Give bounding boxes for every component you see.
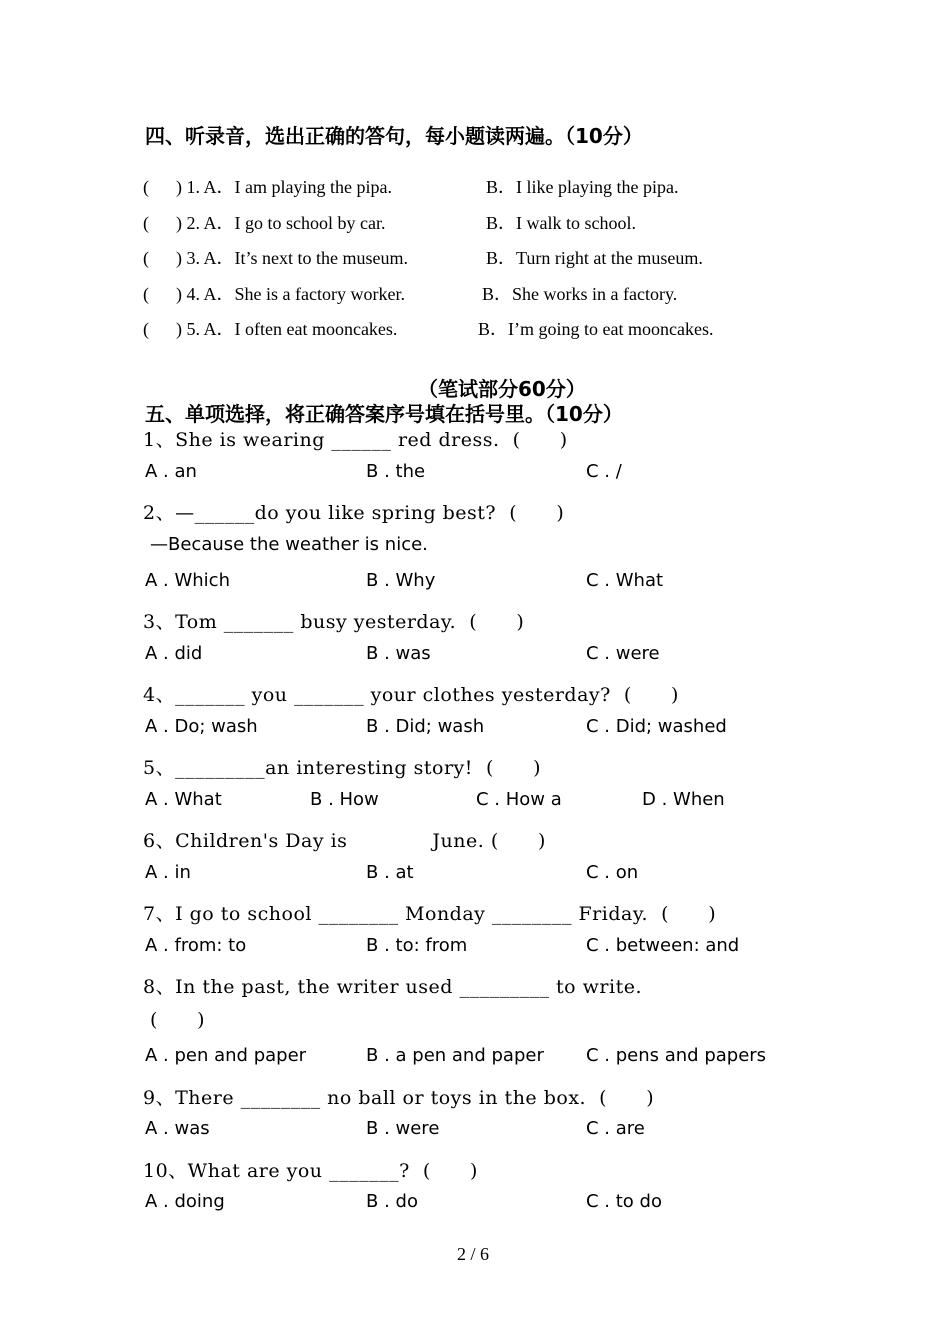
question-1-option-c: C . /	[586, 461, 622, 482]
question-1-stem: 1、She is wearing ______ red dress. ( )	[143, 429, 568, 451]
question-2-stem: 2、—______do you like spring best? ( )	[143, 502, 565, 524]
question-2-option-a: A . Which	[145, 570, 230, 591]
listening-item-1-b: B．I like playing the pipa.	[486, 177, 679, 197]
listening-item-2-b: B．I walk to school.	[486, 213, 636, 233]
question-5-stem: 5、_________an interesting story! ( )	[143, 757, 542, 779]
listening-item-1-a: ( ) 1. A．I am playing the pipa.	[143, 177, 392, 197]
question-6-option-a: A . in	[145, 862, 191, 883]
question-10-option-c: C . to do	[586, 1191, 662, 1212]
question-2-option-b: B . Why	[366, 570, 436, 591]
question-8-stem: 8、In the past, the writer used _________ to write.	[143, 976, 642, 998]
question-5-option-c: C . How a	[476, 789, 562, 810]
written-part-heading: （笔试部分60分）	[418, 377, 586, 401]
question-6-option-c: C . on	[586, 862, 639, 883]
question-5-option-d: D . When	[642, 789, 725, 810]
listening-item-4-b: B．She works in a factory.	[482, 284, 678, 304]
section5-title: 五、单项选择，将正确答案序号填在括号里。（10分）	[145, 402, 623, 426]
question-8-option-a: A . pen and paper	[145, 1045, 307, 1066]
question-7-option-a: A . from: to	[145, 935, 247, 956]
question-8-option-b: B . a pen and paper	[366, 1045, 544, 1066]
question-6-stem: 6、Children's Day is June. ( )	[143, 830, 546, 852]
question-10-option-b: B . do	[366, 1191, 418, 1212]
question-7-stem: 7、I go to school ________ Monday ________ Friday. ( )	[143, 903, 717, 925]
question-9-option-a: A . was	[145, 1118, 210, 1139]
question-3-option-c: C . were	[586, 643, 660, 664]
question-9-option-b: B . were	[366, 1118, 440, 1139]
question-10-stem: 10、What are you _______? ( )	[143, 1160, 478, 1182]
question-8-answer-bracket: ( )	[150, 1009, 206, 1031]
section4-title: 四、听录音，选出正确的答句，每小题读两遍。（10分）	[145, 124, 643, 148]
listening-item-3-a: ( ) 3. A．It’s next to the museum.	[143, 248, 408, 268]
listening-item-4-a: ( ) 4. A．She is a factory worker.	[143, 284, 405, 304]
question-1-option-b: B . the	[366, 461, 426, 482]
listening-item-3-b: B．Turn right at the museum.	[486, 248, 703, 268]
question-4-stem: 4、_______ you _______ your clothes yesterday? ( )	[143, 684, 679, 706]
question-4-option-c: C . Did; washed	[586, 716, 727, 737]
listening-item-5-b: B．I’m going to eat mooncakes.	[478, 319, 714, 339]
question-6-option-b: B . at	[366, 862, 414, 883]
question-9-stem: 9、There ________ no ball or toys in the box. ( )	[143, 1087, 655, 1109]
page-number: 2 / 6	[457, 1244, 490, 1264]
question-3-option-a: A . did	[145, 643, 203, 664]
question-5-option-b: B . How	[310, 789, 379, 810]
listening-item-2-a: ( ) 2. A．I go to school by car.	[143, 213, 386, 233]
question-3-stem: 3、Tom _______ busy yesterday. ( )	[143, 611, 525, 633]
question-1-option-a: A . an	[145, 461, 197, 482]
question-2-response: —Because the weather is nice.	[150, 534, 428, 555]
listening-item-5-a: ( ) 5. A．I often eat mooncakes.	[143, 319, 398, 339]
question-10-option-a: A . doing	[145, 1191, 225, 1212]
question-4-option-b: B . Did; wash	[366, 716, 485, 737]
question-7-option-b: B . to: from	[366, 935, 468, 956]
question-8-option-c: C . pens and papers	[586, 1045, 767, 1066]
question-7-option-c: C . between: and	[586, 935, 740, 956]
question-9-option-c: C . are	[586, 1118, 645, 1139]
question-4-option-a: A . Do; wash	[145, 716, 258, 737]
question-5-option-a: A . What	[145, 789, 222, 810]
question-2-option-c: C . What	[586, 570, 664, 591]
question-3-option-b: B . was	[366, 643, 431, 664]
